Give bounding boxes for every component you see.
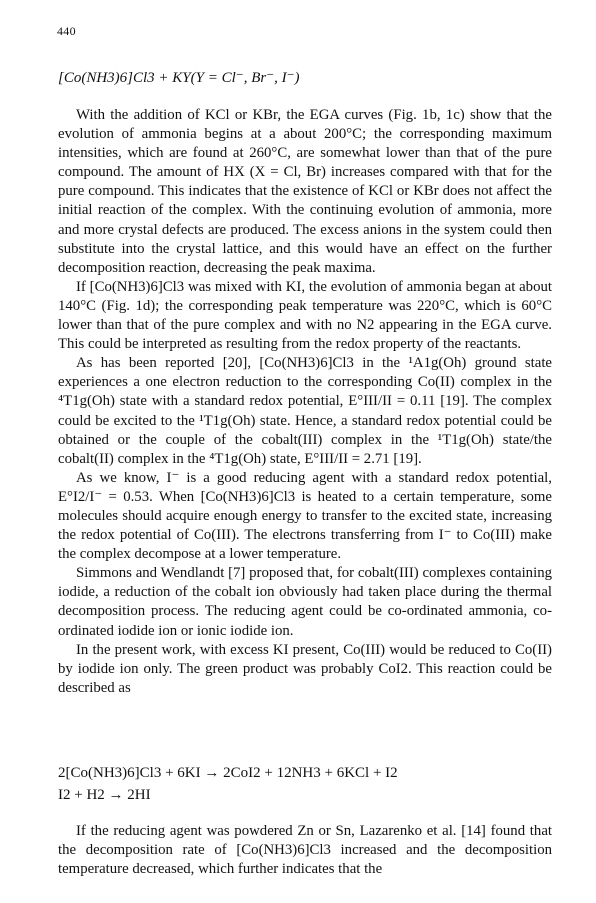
equation-hi-formation: I2 + H2 → 2HI [58,787,151,803]
equation-block [58,762,552,806]
body-text-block-final [58,822,552,879]
paragraph-present-work: In the present work, with excess KI present, Co(III) would be reduced to Co(II) by iodide ion only. The green product was probably CoI2. This reaction could be described as [58,641,552,696]
page-number: 440 [57,24,76,38]
body-text-block [58,106,552,698]
paragraph-ki-mixture: If [Co(NH3)6]Cl3 was mixed with KI, the evolution of ammonia began at about 140°C (Fig. 1d); the corresponding peak temperature was 220°C, which is 60°C lower than that of the pure complex and with no N2 appearing in the EGA curve. This could be interpreted as resulting from the redox property of the reactants. [58,278,552,353]
section-heading: [Co(NH3)6]Cl3 + KY(Y = Cl⁻, Br⁻, I⁻) [58,70,300,86]
equation-decomposition: 2[Co(NH3)6]Cl3 + 6KI → 2CoI2 + 12NH3 + 6KCl + I2 [58,765,398,781]
paragraph-redox-potential: As has been reported [20], [Co(NH3)6]Cl3 in the ¹A1g(Oh) ground state experiences a one electron reduction to the corresponding Co(II) complex in the ⁴T1g(Oh) state with a standard redox potential, E°III/II = 0.11 [19]. The complex could be excited to the ¹T1g(Oh) state. Hence, a standard redox potential could be obtained or the couple of the cobalt(III) complex in the ¹T1g(Oh) state/the cobalt(II) complex in the ⁴T1g(Oh) state, E°III/II = 2.71 [19]. [58,355,552,467]
paragraph-lazarenko: If the reducing agent was powdered Zn or Sn, Lazarenko et al. [14] found that the decomposition rate of [Co(NH3)6]Cl3 increased and the decomposition temperature decreased, which further indicates that the [58,823,552,878]
paragraph-kcl-kbr: With the addition of KCl or KBr, the EGA curves (Fig. 1b, 1c) show that the evolution of ammonia begins at a about 200°C; the corresponding maximum intensities, which are found at 260°C, are somewhat lower than that of the pure compound. The amount of HX (X = Cl, Br) increases compared with that for the pure compound. This indicates that the existence of KCl or KBr does not affect the initial reaction of the complex. With the continuing evolution of ammonia, more and more crystal defects are produced. The excess anions in the system could then substitute into the crystal lattice, and this would have an effect on the further decomposition reaction, decreasing the peak maxima. [58,107,552,276]
paragraph-iodide-reducing-agent: As we know, I⁻ is a good reducing agent with a standard redox potential, E°I2/I⁻ = 0.53. When [Co(NH3)6]Cl3 is heated to a certain temperature, some molecules should acquire enough energy to transfer to the excited state, increasing the redox potential of Co(III). The electrons transferring from I⁻ to Co(III) make the complex decompose at a lower temperature. [58,469,552,563]
paragraph-simmons-wendlandt: Simmons and Wendlandt [7] proposed that, for cobalt(III) complexes containing iodide, a reduction of the cobalt ion obviously had taken place during the thermal decomposition process. The reducing agent could be co-ordinated ammonia, co-ordinated iodide ion or ionic iodide ion. [58,565,552,639]
